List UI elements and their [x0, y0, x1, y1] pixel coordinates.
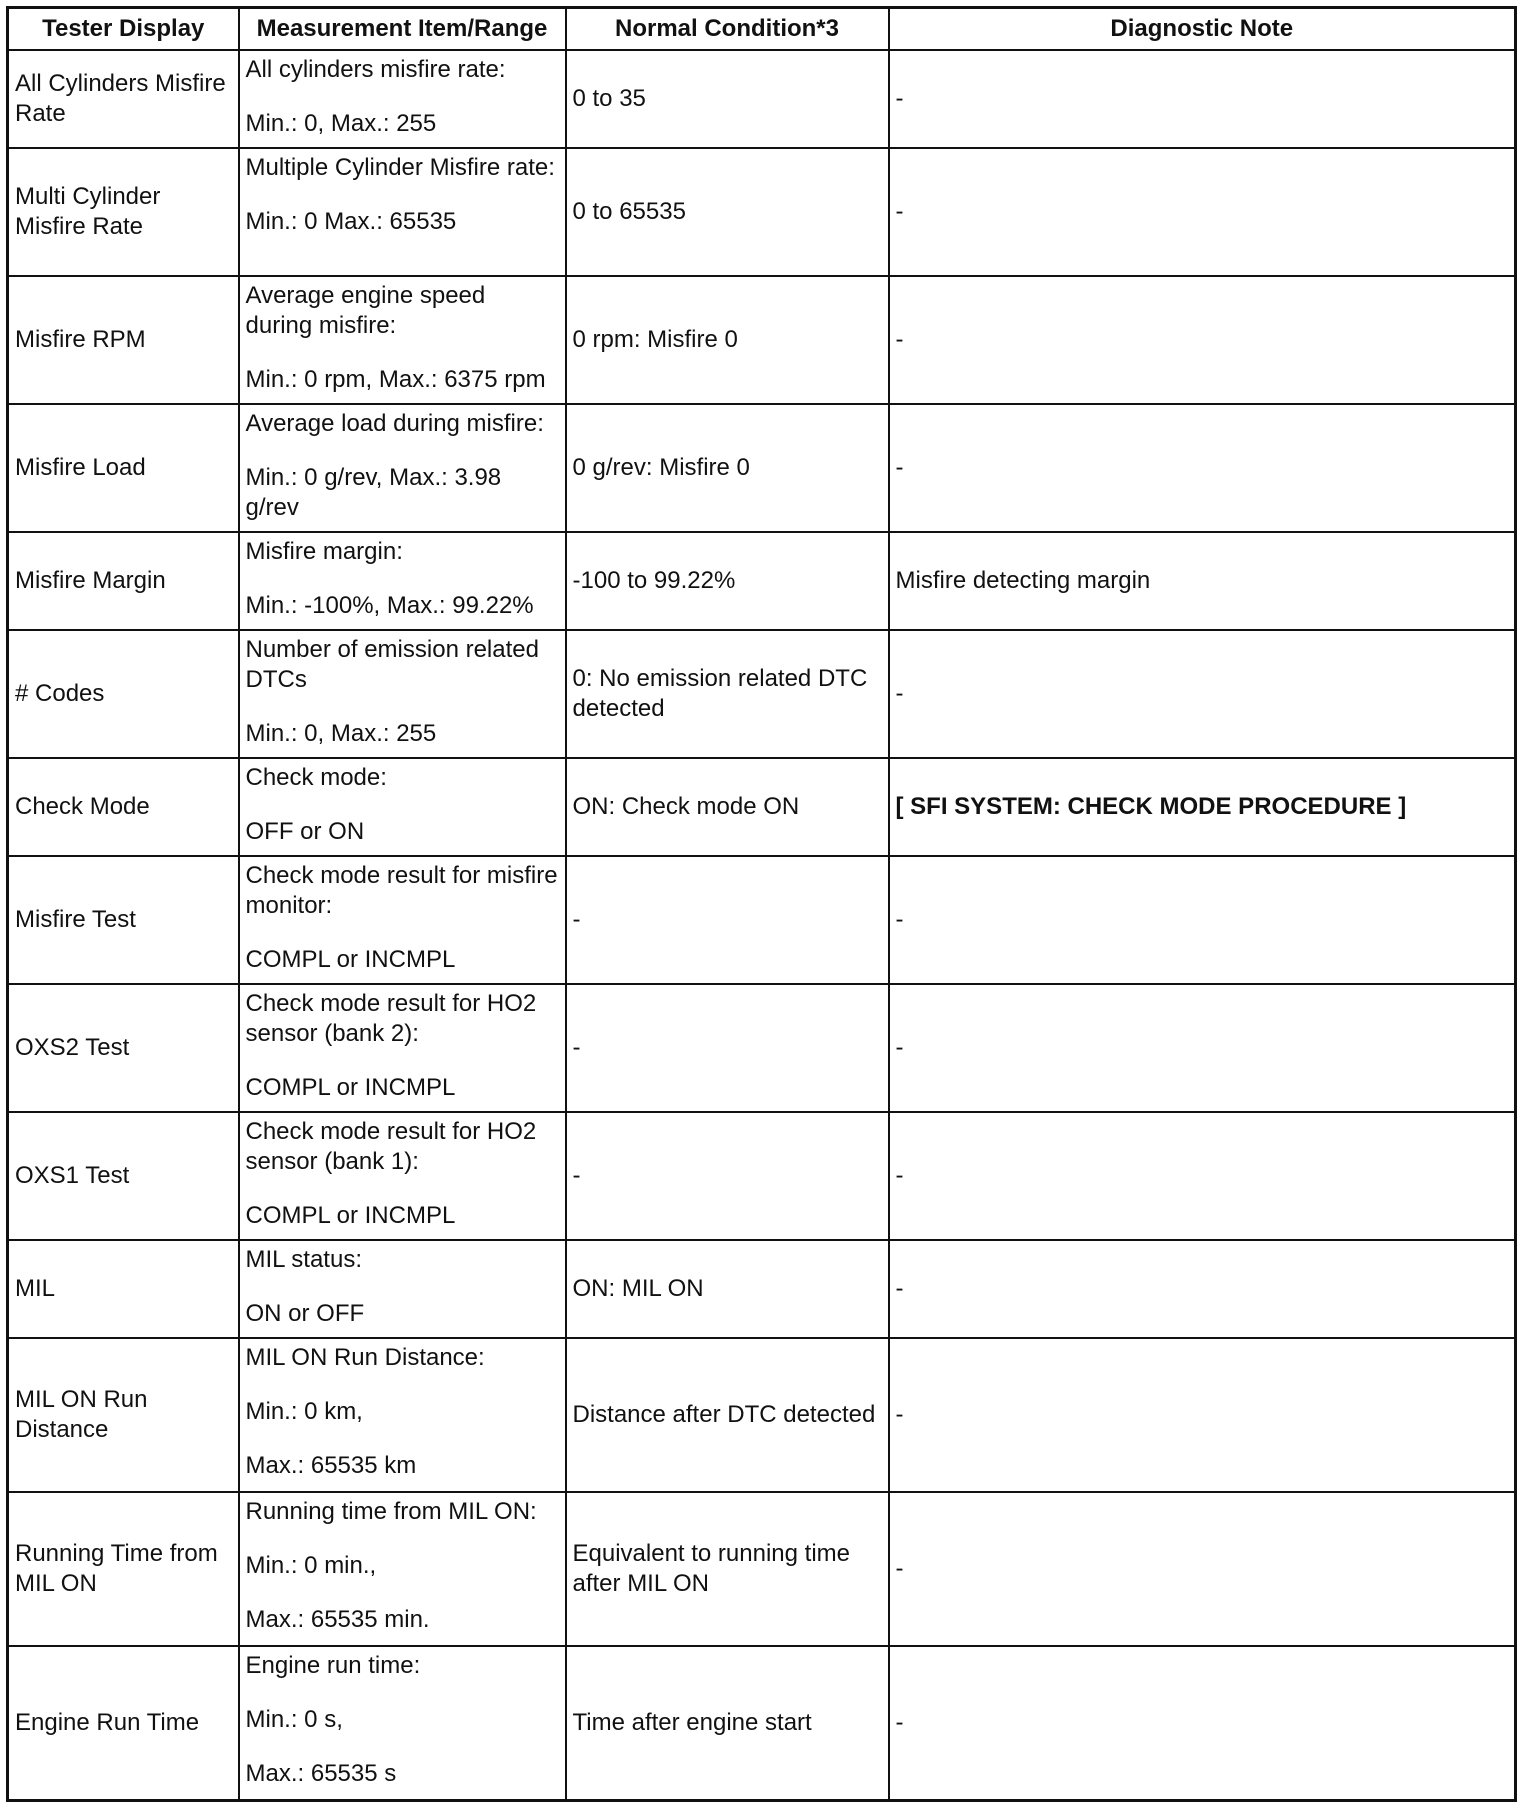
tester-display-cell: # Codes — [8, 630, 239, 758]
diagnostic-note-cell: - — [889, 50, 1516, 148]
normal-condition-cell: 0 g/rev: Misfire 0 — [566, 404, 889, 532]
measurement-line: OFF or ON — [245, 818, 365, 845]
measurement-cell — [239, 856, 566, 984]
tester-display-cell: Check Mode — [8, 758, 239, 856]
table-row — [8, 532, 1516, 630]
tester-display-cell: MIL ON Run Distance — [8, 1338, 239, 1492]
tester-display-cell: Misfire Test — [8, 856, 239, 984]
tester-display-cell: Misfire Load — [8, 404, 239, 532]
measurement-line: Misfire margin: — [245, 538, 403, 565]
measurement-line: Check mode result for HO2 sensor (bank 1): — [245, 1118, 537, 1175]
diagnostic-note-cell: - — [889, 1492, 1516, 1646]
measurement-line: Multiple Cylinder Misfire rate: — [245, 154, 555, 181]
measurement-cell — [239, 148, 566, 276]
measurement-line: MIL ON Run Distance: — [245, 1344, 485, 1371]
measurement-line: Min.: 0 min., — [245, 1552, 377, 1579]
tester-display-cell: Engine Run Time — [8, 1646, 239, 1800]
table-row — [8, 148, 1516, 276]
measurement-cell — [239, 1338, 566, 1492]
measurement-cell — [239, 984, 566, 1112]
table-row — [8, 856, 1516, 984]
normal-condition-cell: Distance after DTC detected — [566, 1338, 889, 1492]
tester-display-cell: Misfire RPM — [8, 276, 239, 404]
diagnostic-note-cell: - — [889, 1112, 1516, 1240]
tester-display-cell: OXS2 Test — [8, 984, 239, 1112]
measurement-cell — [239, 276, 566, 404]
measurement-cell — [239, 1240, 566, 1338]
measurement-line: Min.: 0 Max.: 65535 — [245, 208, 457, 235]
header-row — [8, 8, 1516, 51]
tester-display-cell: Running Time from MIL ON — [8, 1492, 239, 1646]
measurement-line: Average engine speed during misfire: — [245, 282, 486, 339]
measurement-line: Check mode: — [245, 764, 387, 791]
table-row — [8, 50, 1516, 148]
diagnostic-note-cell: - — [889, 276, 1516, 404]
measurement-line: Max.: 65535 km — [245, 1452, 417, 1479]
header-measurement-item: Measurement Item/Range — [239, 8, 566, 51]
measurement-line: Running time from MIL ON: — [245, 1498, 537, 1525]
table-row — [8, 404, 1516, 532]
measurement-cell — [239, 1112, 566, 1240]
table-row — [8, 1338, 1516, 1492]
diagnostic-note-cell: Misfire detecting margin — [889, 532, 1516, 630]
table-row — [8, 630, 1516, 758]
measurement-cell — [239, 50, 566, 148]
normal-condition-cell: ON: Check mode ON — [566, 758, 889, 856]
normal-condition-cell: - — [566, 1112, 889, 1240]
table-row — [8, 1646, 1516, 1800]
diagnostic-note-cell: - — [889, 404, 1516, 532]
procedure-link[interactable]: [ SFI SYSTEM: CHECK MODE PROCEDURE ] — [889, 758, 1516, 856]
measurement-cell — [239, 404, 566, 532]
tester-display-cell: OXS1 Test — [8, 1112, 239, 1240]
measurement-cell — [239, 758, 566, 856]
measurement-line: Min.: 0 km, — [245, 1398, 363, 1425]
measurement-line: Min.: -100%, Max.: 99.22% — [245, 592, 534, 619]
normal-condition-cell: - — [566, 856, 889, 984]
table-row — [8, 758, 1516, 856]
measurement-line: Engine run time: — [245, 1652, 421, 1679]
measurement-line: ON or OFF — [245, 1300, 365, 1327]
tester-display-cell: MIL — [8, 1240, 239, 1338]
header-tester-display: Tester Display — [8, 8, 239, 51]
normal-condition-cell: - — [566, 984, 889, 1112]
measurement-line: Number of emission related DTCs — [245, 636, 539, 693]
measurement-line: Min.: 0 s, — [245, 1706, 343, 1733]
header-normal-condition: Normal Condition*3 — [566, 8, 889, 51]
measurement-line: Min.: 0, Max.: 255 — [245, 110, 437, 137]
table-row — [8, 276, 1516, 404]
normal-condition-cell: 0 rpm: Misfire 0 — [566, 276, 889, 404]
tester-display-cell: Misfire Margin — [8, 532, 239, 630]
table-row — [8, 984, 1516, 1112]
measurement-line: Average load during misfire: — [245, 410, 544, 437]
diagnostic-data-table — [6, 6, 1517, 1802]
measurement-line: All cylinders misfire rate: — [245, 56, 506, 83]
measurement-cell — [239, 1646, 566, 1800]
diagnostic-note-cell: - — [889, 148, 1516, 276]
diagnostic-note-cell: - — [889, 1240, 1516, 1338]
diagnostic-note-cell: - — [889, 856, 1516, 984]
measurement-line: Check mode result for HO2 sensor (bank 2): — [245, 990, 537, 1047]
measurement-line: Min.: 0 g/rev, Max.: 3.98 g/rev — [245, 464, 502, 521]
measurement-line: Min.: 0, Max.: 255 — [245, 720, 437, 747]
normal-condition-cell: 0 to 65535 — [566, 148, 889, 276]
normal-condition-cell: Equivalent to running time after MIL ON — [566, 1492, 889, 1646]
measurement-line: Check mode result for misfire monitor: — [245, 862, 558, 919]
tester-display-cell: Multi Cylinder Misfire Rate — [8, 148, 239, 276]
measurement-line: Max.: 65535 min. — [245, 1606, 430, 1633]
table-row — [8, 1112, 1516, 1240]
diagnostic-note-cell: - — [889, 1338, 1516, 1492]
table-row — [8, 1492, 1516, 1646]
normal-condition-cell: ON: MIL ON — [566, 1240, 889, 1338]
normal-condition-cell: 0: No emission related DTC detected — [566, 630, 889, 758]
measurement-cell — [239, 1492, 566, 1646]
measurement-line: COMPL or INCMPL — [245, 946, 456, 973]
diagnostic-note-cell: - — [889, 1646, 1516, 1800]
header-diagnostic-note: Diagnostic Note — [889, 8, 1516, 51]
normal-condition-cell: 0 to 35 — [566, 50, 889, 148]
measurement-cell — [239, 532, 566, 630]
measurement-line: COMPL or INCMPL — [245, 1074, 456, 1101]
normal-condition-cell: -100 to 99.22% — [566, 532, 889, 630]
tester-display-cell: All Cylinders Misfire Rate — [8, 50, 239, 148]
diagnostic-note-cell: - — [889, 630, 1516, 758]
normal-condition-cell: Time after engine start — [566, 1646, 889, 1800]
measurement-line: Min.: 0 rpm, Max.: 6375 rpm — [245, 366, 546, 393]
measurement-cell — [239, 630, 566, 758]
measurement-line: MIL status: — [245, 1246, 362, 1273]
table-row — [8, 1240, 1516, 1338]
measurement-line: COMPL or INCMPL — [245, 1202, 456, 1229]
measurement-line: Max.: 65535 s — [245, 1760, 397, 1787]
diagnostic-note-cell: - — [889, 984, 1516, 1112]
